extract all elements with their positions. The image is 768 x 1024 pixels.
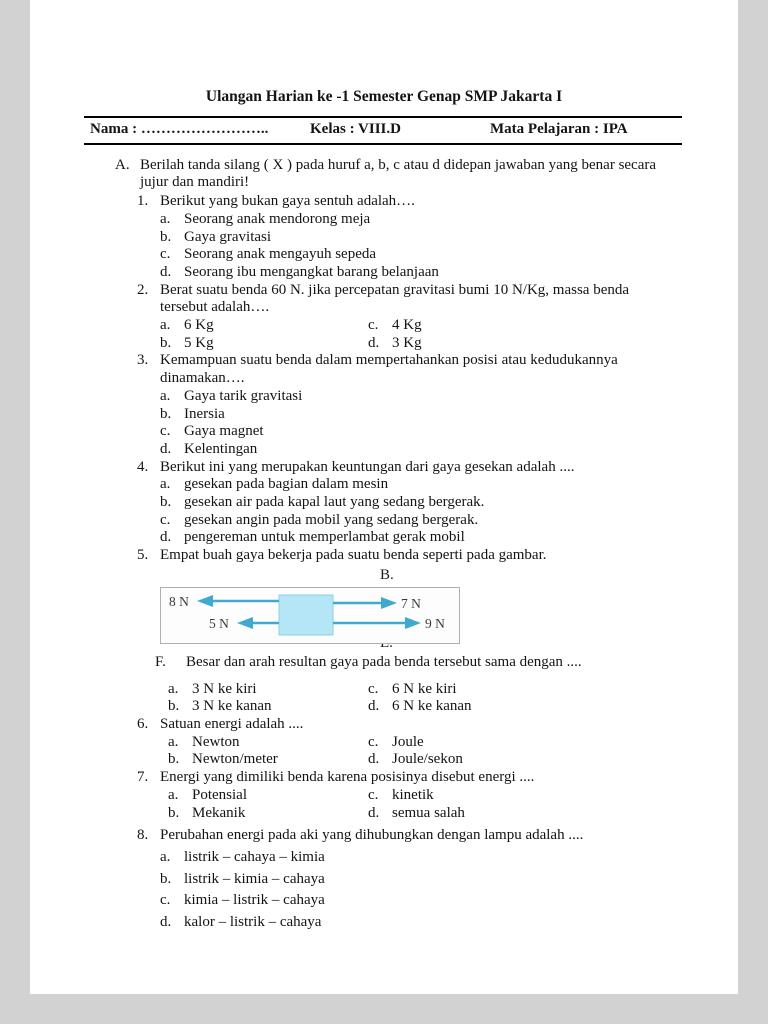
option-text: 3 Kg	[392, 334, 422, 351]
question-list	[137, 193, 680, 932]
question-number: 2.	[137, 281, 149, 298]
option-row	[160, 317, 680, 335]
option-letter: c.	[160, 423, 171, 440]
exam-page	[30, 0, 738, 994]
option-a	[160, 317, 368, 335]
option-letter: b.	[160, 870, 172, 887]
question-text: Berikut ini yang merupakan keuntungan dari gaya gesekan adalah ....	[160, 458, 575, 475]
option-letter: b.	[168, 698, 180, 715]
option-row	[168, 681, 680, 699]
question-number: 1.	[137, 193, 149, 210]
option-text: gesekan air pada kapal laut yang sedang bergerak.	[184, 494, 485, 511]
question-number: 5.	[137, 547, 149, 564]
option-letter: a.	[160, 317, 171, 334]
option-d	[160, 264, 680, 282]
option-b	[160, 229, 680, 247]
option-letter: d.	[368, 334, 380, 351]
question-2	[137, 282, 680, 353]
option-text: Newton	[192, 733, 240, 750]
option-text: pengereman untuk memperlambat gerak mobil	[184, 529, 465, 546]
option-c	[368, 317, 422, 335]
question-text: Satuan energi adalah ....	[160, 715, 304, 732]
option-letter: c.	[368, 680, 379, 697]
option-letter: c.	[160, 511, 171, 528]
option-row	[168, 734, 680, 752]
forces-figure	[160, 567, 680, 651]
option-text: 6 Kg	[184, 317, 214, 334]
question-4	[137, 459, 680, 548]
option-text: Seorang anak mendorong meja	[184, 210, 371, 227]
question-text: Empat buah gaya bekerja pada suatu benda seperti pada gambar.	[160, 547, 547, 564]
question-8	[137, 827, 680, 932]
option-text: 4 Kg	[392, 317, 422, 334]
option-letter: a.	[160, 476, 171, 493]
option-text: 6 N ke kiri	[392, 680, 457, 697]
exam-body	[115, 157, 680, 932]
option-row	[168, 805, 680, 823]
option-text: Joule/sekon	[392, 751, 463, 768]
question-text: Kemampuan suatu benda dalam mempertahankan posisi atau kedudukannya dinamakan….	[160, 352, 618, 387]
question-text: Besar dan arah resultan gaya pada benda tersebut sama dengan ....	[186, 653, 582, 670]
option-b	[160, 406, 680, 424]
option-a	[168, 681, 368, 699]
option-letter: d.	[160, 914, 172, 931]
option-letter: a.	[168, 733, 179, 750]
option-b	[160, 494, 680, 512]
option-c	[368, 681, 457, 699]
option-letter: a.	[160, 387, 171, 404]
option-letter: d.	[368, 698, 380, 715]
question-text: Berikut yang bukan gaya sentuh adalah….	[160, 193, 415, 210]
question-text: Perubahan energi pada aki yang dihubungkan dengan lampu adalah ....	[160, 827, 584, 844]
question-text: Energi yang dimiliki benda karena posisinya disebut energi ....	[160, 769, 535, 786]
option-a	[160, 211, 680, 229]
header-bar	[84, 116, 682, 145]
option-letter: b.	[160, 228, 172, 245]
option-d	[368, 751, 463, 769]
option-c	[160, 246, 680, 264]
arrowhead-9n	[405, 617, 421, 629]
force-label-9n: 9 N	[425, 615, 445, 631]
option-row	[168, 751, 680, 769]
question-number: 6.	[137, 715, 149, 732]
name-field: Nama : ……………………..	[90, 121, 269, 137]
option-text: Kelentingan	[184, 440, 258, 457]
option-letter: b.	[160, 405, 172, 422]
question-number: 4.	[137, 458, 149, 475]
option-b	[168, 751, 368, 769]
option-letter: b.	[160, 494, 172, 511]
option-letter: a.	[160, 210, 171, 227]
section-a	[115, 157, 680, 192]
option-letter: d.	[160, 529, 172, 546]
option-a	[160, 388, 680, 406]
force-diagram	[161, 588, 459, 643]
question-1	[137, 193, 680, 282]
option-letter: d.	[368, 751, 380, 768]
option-text: 6 N ke kanan	[392, 698, 472, 715]
option-text: gesekan pada bagian dalam mesin	[184, 476, 389, 493]
option-letter: c.	[368, 733, 379, 750]
option-text: Joule	[392, 733, 424, 750]
exam-title: Ulangan Harian ke -1 Semester Genap SMP Jakarta I	[205, 88, 563, 105]
option-text: Seorang anak mengayuh sepeda	[184, 246, 377, 263]
force-label-5n: 5 N	[209, 615, 229, 631]
option-b	[160, 871, 680, 889]
option-c	[160, 423, 680, 441]
question-7	[137, 769, 680, 822]
option-a	[168, 787, 368, 805]
option-a	[160, 476, 680, 494]
option-letter: a.	[168, 786, 179, 803]
arrowhead-8n	[197, 595, 213, 607]
option-row	[168, 698, 680, 716]
option-d	[160, 914, 680, 932]
question-number: 3.	[137, 352, 149, 369]
option-text: 5 Kg	[184, 334, 214, 351]
option-text: Gaya magnet	[184, 423, 264, 440]
option-text: listrik – cahaya – kimia	[184, 848, 325, 865]
section-instruction: Berilah tanda silang ( X ) pada huruf a, b, c atau d didepan jawaban yang benar secara jujur dan mandiri!	[140, 156, 657, 191]
option-text: 3 N ke kanan	[192, 698, 272, 715]
option-letter: c.	[160, 246, 171, 263]
option-c	[160, 512, 680, 530]
figure-frame	[160, 587, 460, 644]
object-box	[279, 595, 333, 635]
figure-letter-b: B.	[380, 566, 394, 583]
option-d	[368, 335, 422, 353]
question-3	[137, 352, 680, 458]
option-letter: d.	[160, 263, 172, 280]
option-text: 3 N ke kiri	[192, 680, 257, 697]
option-letter: c.	[368, 786, 379, 803]
option-text: kimia – listrik – cahaya	[184, 892, 325, 909]
option-text: kinetik	[392, 786, 434, 803]
question-5f	[155, 654, 680, 672]
option-d	[160, 441, 680, 459]
option-d	[368, 805, 465, 823]
force-label-8n: 8 N	[169, 593, 189, 609]
arrowhead-7n	[381, 597, 397, 609]
class-field: Kelas : VIII.D	[310, 121, 401, 137]
option-a	[160, 849, 680, 867]
option-text: gesekan angin pada mobil yang sedang bergerak.	[184, 511, 479, 528]
option-letter: b.	[168, 804, 180, 821]
option-letter: d.	[368, 804, 380, 821]
question-number: 8.	[137, 827, 149, 844]
option-text: Seorang ibu mengangkat barang belanjaan	[184, 263, 439, 280]
option-text: Mekanik	[192, 804, 246, 821]
option-row	[168, 787, 680, 805]
option-text: listrik – kimia – cahaya	[184, 870, 325, 887]
option-letter: d.	[160, 440, 172, 457]
option-letter: a.	[168, 680, 179, 697]
option-letter: c.	[368, 317, 379, 334]
option-c	[368, 787, 434, 805]
option-text: semua salah	[392, 804, 465, 821]
option-d	[368, 698, 472, 716]
option-letter: b.	[160, 334, 172, 351]
option-c	[368, 734, 424, 752]
option-row	[160, 335, 680, 353]
option-a	[168, 734, 368, 752]
arrowhead-5n	[237, 617, 253, 629]
option-text: kalor – listrik – cahaya	[184, 914, 322, 931]
option-letter: b.	[168, 751, 180, 768]
option-text: Gaya tarik gravitasi	[184, 387, 303, 404]
option-b	[168, 698, 368, 716]
option-letter: a.	[160, 848, 171, 865]
option-b	[168, 805, 368, 823]
option-text: Potensial	[192, 786, 247, 803]
option-text: Gaya gravitasi	[184, 228, 272, 245]
subject-field: Mata Pelajaran : IPA	[490, 121, 628, 137]
option-text: Newton/meter	[192, 751, 278, 768]
section-label: A.	[115, 156, 130, 173]
option-c	[160, 892, 680, 910]
option-text: Inersia	[184, 405, 225, 422]
question-letter-f: F.	[155, 653, 166, 670]
option-d	[160, 529, 680, 547]
force-label-7n: 7 N	[401, 595, 421, 611]
question-text: Berat suatu benda 60 N. jika percepatan gravitasi bumi 10 N/Kg, massa benda tersebut adalah….	[160, 281, 630, 316]
option-letter: c.	[160, 892, 171, 909]
question-6	[137, 716, 680, 769]
option-b	[160, 335, 368, 353]
question-number: 7.	[137, 769, 149, 786]
question-5	[137, 547, 680, 716]
